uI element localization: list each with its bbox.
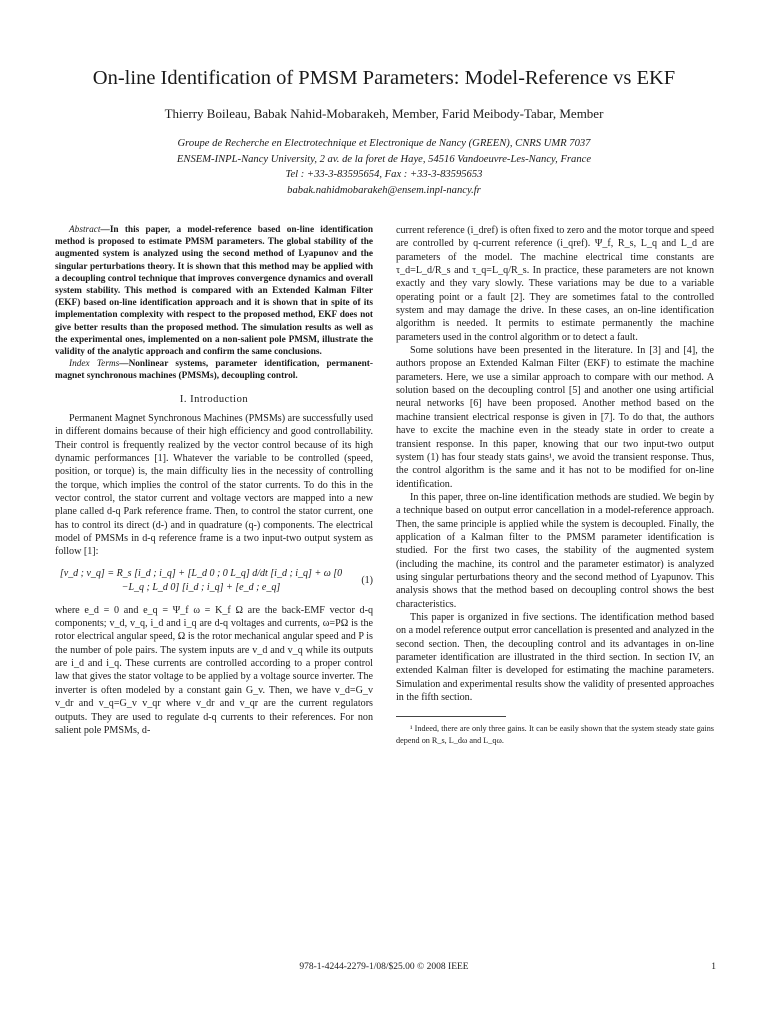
intro-paragraph-2: where e_d = 0 and e_q = Ψ_f ω = K_f Ω are the back-EMF vector d-q components; v_d, v_q, i_d and i_q are d-q voltages and currents, ω=PΩ is the rotor electrical angular speed, Ω is the rotor mechanical angular speed and P is the number of pole pairs. The system inputs are v_d and v_q while its outputs are i_d and i_q. These currents are controlled according to a proper control law that gives the stator voltage to be applied by a voltage source inverter. The inverter is often modeled by a constant gain G_v. Then, we have v_d=G_v v_dr and v_q=G_v v_qr where v_dr and v_qr are the current regulators outputs. They are used to regulate d-q currents to their references. For non salient pole PMSMs, d-: [55, 604, 373, 736]
footer-isbn: 978-1-4244-2279-1/08/$25.00 © 2008 IEEE: [299, 962, 469, 972]
equation-1: [55, 561, 373, 601]
page-number: 1: [711, 962, 716, 972]
equation-body: [v_d ; v_q] = R_s [i_d ; i_q] + [L_d 0 ; 0 L_q] d/dt [i_d ; i_q] + ω [0 −L_q ; L_d 0] [i_d ; i_q] + [e_d ; e_q]: [59, 568, 343, 593]
affiliation-lab: Groupe de Recherche en Electrotechnique et Electronique de Nancy (GREEN), CNRS UMR 7037: [177, 138, 591, 149]
left-column: [55, 224, 373, 737]
section-heading-introduction: I. Introduction: [179, 393, 249, 405]
right-paragraph-2: Some solutions have been presented in the literature. In [3] and [4], the authors propose an Extended Kalman Filter (EKF) to estimate the machine parameters. Here, we use a similar approach to compare with our method. A solution based on the decoupling control [5] and another one using artificial neural networks [6] have been proposed. Another method based on the machine transient electrical response is given in [7]. To do that, the authors have to excite the machine even in the steady state in order to create a transient response. In this paper, knowing that our two input-two output system (1) has four steady stats gains¹, we avoid the transient response. Thus, the control algorithm is the same and it has not to be modified for on-line identification.: [396, 345, 714, 490]
equation-number: (1): [361, 575, 373, 587]
affiliation-address: ENSEM-INPL-Nancy University, 2 av. de la foret de Haye, 54516 Vandoeuvre-Les-Nancy, France: [176, 153, 592, 165]
right-paragraph-1: current reference (i_dref) is often fixed to zero and the motor torque and speed are controlled by q-current reference (i_qref). Ψ_f, R_s, L_q and L_d are parameters of the model. The machine electrical time constants are τ_d=L_d/R_s and τ_q=L_q/R_s. In practice, these parameters are not known exactly and they vary slowly. These variations may be due to a variable operating point or a fault [2]. They are sometimes fatal to the controlled system and may damage the drive. In these cases, an on-line identification algorithm is needed. It permits to estimate permanently the machine parameters used in the control algorithm or to detect a fault.: [396, 225, 714, 343]
abstract-text: —In this paper, a model-reference based on-line identification method is proposed to estimate PMSM parameters. The global stability of the augmented system is analyzed using the second method of Lyapunov and the singular perturbations theory. It is shown that this method may be applied with a decoupling control technique that improves convergence dynamics and overall system stability. This method is compared with an Extended Kalman Filter (EKF) based on-line identification approach and it is shown that in spite of its implementation complexity with respect to the proposed method, EKF does not give better results than the proposed method. The simulation results as well as the experimental ones, implemented on a non-salient pole PMSM, illustrate the validity of the analytic approach and confirm the same conclusions.: [55, 225, 373, 358]
right-column: [396, 224, 714, 747]
intro-paragraph-1: Permanent Magnet Synchronous Machines (PMSMs) are successfully used in different domains because of their high efficiency and good controllability. Their control is frequently realized by the vector control because of its high dynamic performances [1]. Whatever the variable to be controlled (speed, position, or torque) is, the main difficulty lies in the necessity of controlling the torque, which implies the control of the stator currents. To do this in the vector control, the stator current and voltage vectors are mapped into a new plane called d-q Park reference frame. Then, to control the stator current, one has to control its direct (d-) and in quadrature (q-) components. The electrical model of PMSMs in d-q reference frame is a two input-two output system as follow [1]:: [55, 412, 373, 558]
paper-authors: Thierry Boileau, Babak Nahid-Mobarakeh, Member, Farid Meibody-Tabar, Member: [164, 106, 604, 121]
footnote-divider: [396, 716, 506, 717]
affiliation-block: [30, 136, 738, 198]
affiliation-email[interactable]: babak.nahidmobarakeh@ensem.inpl-nancy.fr: [287, 184, 481, 196]
paper-title: On-line Identification of PMSM Parameters: Model-Reference vs EKF: [92, 67, 676, 89]
right-paragraph-4: This paper is organized in five sections. The identification method based on a model reference output error cancellation is presented and analyzed in the second section. Then, the decoupling control and its advantages in on-line parameter identification are illustrated in the third section. In section IV, an extended Kalman filter is developed for estimating the machine parameters. Simulation and experimental results show the validity of presented approaches in the fifth section.: [396, 611, 714, 704]
right-paragraph-3: In this paper, three on-line identification methods are studied. We begin by a technique based on output error cancellation in a model-reference approach. Then, the same principle is applied while the system is decoupled. Finally, the application of a Kalman filter to the PMSM parameter identification is studied. For the first two cases, the stability of the augmented system (including the machine, its control and the parameter estimator) is analyzed using singular perturbations theory and the second method of Lyapunov. This analysis shows that the method based on decoupling control shows the best characteristics.: [396, 491, 714, 610]
footnote: ¹ Indeed, there are only three gains. It can be easily shown that the system steady state gains depend on R_s, L_dω and L_qω.: [396, 724, 714, 746]
index-terms-text: —Nonlinear systems, parameter identification, permanent-magnet synchronous machines (PMSMs), decoupling control.: [55, 359, 373, 382]
abstract: [55, 224, 373, 358]
index-terms-label: Index Terms: [69, 359, 120, 370]
index-terms: [55, 358, 373, 382]
affiliation-phone: Tel : +33-3-83595654, Fax : +33-3-83595653: [285, 169, 483, 180]
abstract-label: Abstract: [69, 225, 101, 235]
